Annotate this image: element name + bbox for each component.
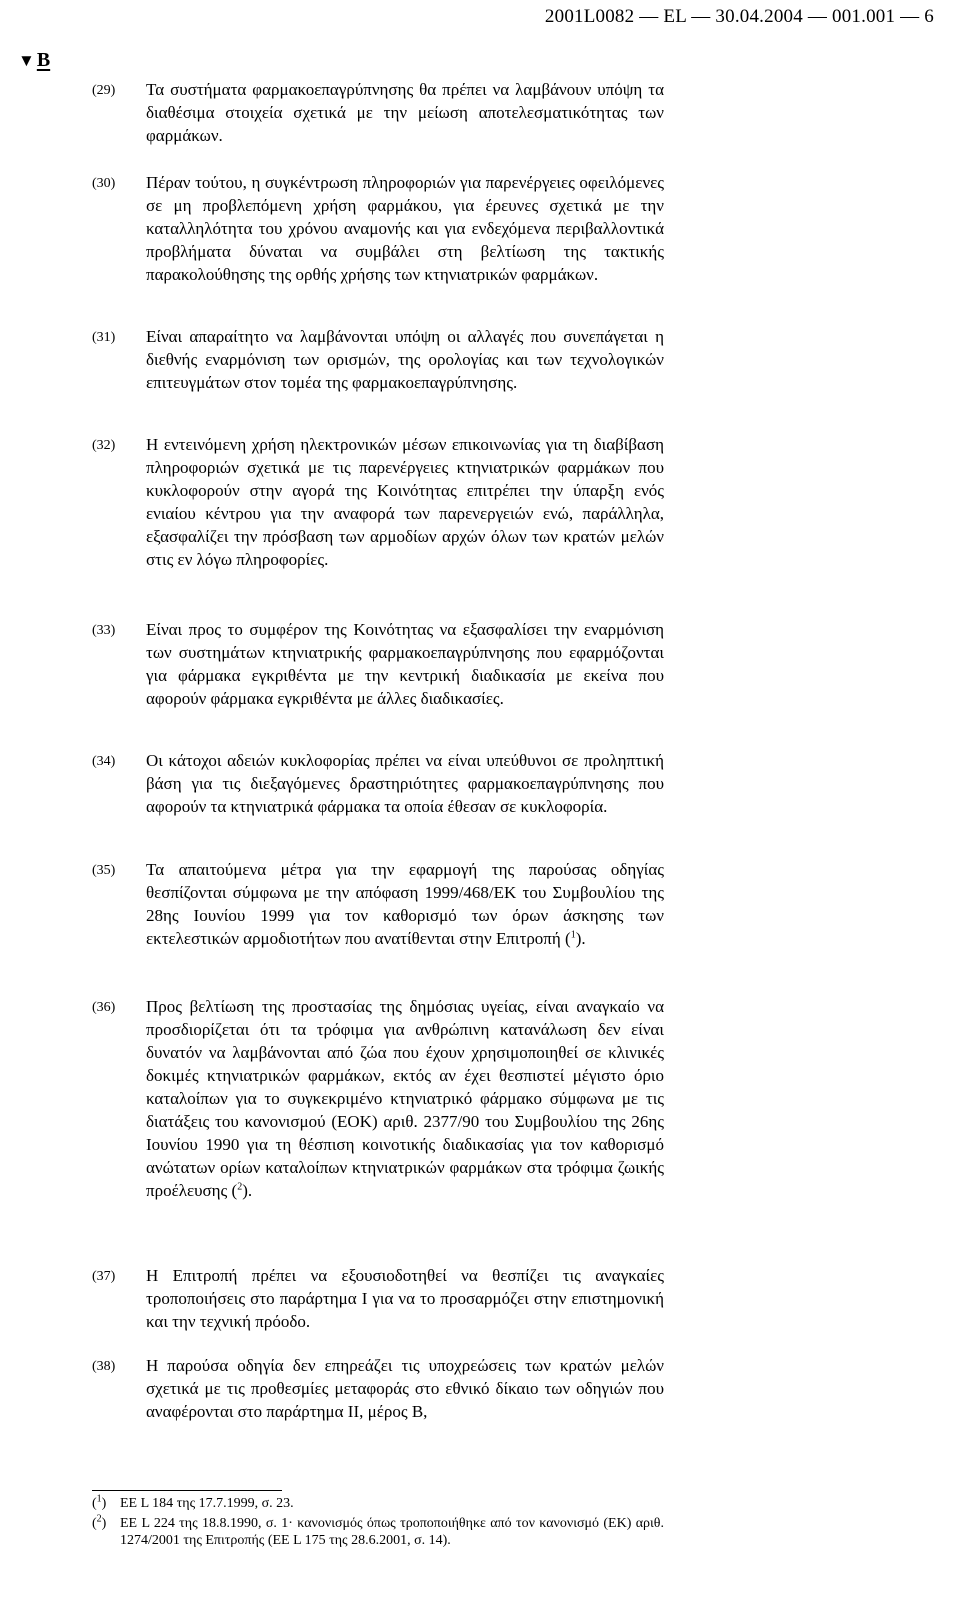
recital-number: (35) [92, 863, 116, 878]
footnote-1 [92, 1495, 672, 1512]
recital-text: Η παρούσα οδηγία δεν επηρεάζει τις υποχρεώσεις των κρατών μελών σχετικά με τις προθεσμίες μεταφοράς στο εθνικό δίκαιο των οδηγιών που αναφέρονται στο παράρτημα II, μέρος Β, [146, 1356, 664, 1421]
footnote-number: ($^2$) [92, 1513, 107, 1531]
version-marker [18, 49, 50, 72]
recital-text: Είναι προς το συμφέρον της Κοινότητας να εξασφαλίσει την εναρμόνιση των συστημάτων κτηνιατρικής φαρμακοεπαγρύπνησης που εφαρμόζονται για φάρμακα εγκριθέντα με την κεντρική διαδικασία με εκείνα που αφορούν φάρμακα εγκριθέντα με άλλες διαδικασίες. [146, 620, 664, 708]
recital-29 [92, 78, 932, 147]
recital-number: (34) [92, 754, 116, 769]
footnote-number: ($^1$) [92, 1493, 107, 1511]
footnote-text: ΕΕ L 184 της 17.7.1999, σ. 23. [120, 1496, 294, 1511]
recital-text-tail: ). [575, 929, 586, 948]
recital-32 [92, 433, 932, 571]
recital-35 [92, 858, 932, 950]
recital-text-body: Προς βελτίωση της προστασίας της δημόσιας υγείας, είναι αναγκαίο να προσδιορίζεται ότι τα τρόφιμα για ανθρώπινη κατανάλωση δεν είναι δυνατόν να λαμβάνονται από ζώα που έχουν χρησιμοποιηθεί σε κλινικές δοκιμές κτηνιατρικών φαρμάκων, εκτός αν έχει θεσπιστεί μέγιστο όριο καταλοίπων για το συγκεκριμένο κτηνιατρικό φάρμακο σύμφωνα με τις διατάξεις του κανονισμού (ΕΟΚ) αριθ. 2377/90 του Συμβουλίου της 26ης Ιουνίου 1990 για τη θέσπιση κοινοτικής διαδικασίας για τον καθορισμό ανώτατων ορίων καταλοίπων κτηνιατρικών φαρμάκων στα τρόφιμα ζωικής προέλευσης ( [146, 997, 664, 1200]
footnote-number-value: 1 [96, 1493, 102, 1505]
recital-37 [92, 1264, 932, 1333]
recital-33 [92, 618, 932, 710]
footnote-number-value: 2 [96, 1513, 102, 1525]
recital-text-body: Τα απαιτούμενα μέτρα για την εφαρμογή της παρούσας οδηγίας θεσπίζονται σύμφωνα με την απόφαση 1999/468/ΕΚ του Συμβουλίου της 28ης Ιουνίου 1999 για τον καθορισμό των όρων άσκησης των εκτελεστικών αρμοδιοτήτων που ανατίθενται στην Επιτροπή ( [146, 860, 664, 948]
recital-number: (29) [92, 83, 116, 98]
footnote-text: ΕΕ L 224 της 18.8.1990, σ. 1· κανονισμός όπως τροποποιήθηκε από τον κανονισμό (ΕΚ) αριθ. 1274/2001 της Επιτροπής (ΕΕ L 175 της 28.6.2001, σ. 14). [120, 1516, 664, 1548]
recital-38 [92, 1354, 932, 1423]
recital-text: Πέραν τούτου, η συγκέντρωση πληροφοριών για παρενέργειες οφειλόμενες σε μη προβλεπόμενη χρήση φαρμάκου, για έρευνες σχετικά με την καταλληλότητα του χρόνου αναμονής και για ενδεχόμενα περιβαλλοντικά προβλήματα δύναται να συμβάλει στη βελτίωση της τακτικής παρακολούθησης της ορθής χρήσης των κτηνιατρικών φαρμάκων. [146, 173, 664, 284]
recital-31 [92, 325, 932, 394]
recital-number: (33) [92, 623, 116, 638]
recital-text: Η εντεινόμενη χρήση ηλεκτρονικών μέσων επικοινωνίας για τη διαβίβαση πληροφοριών σχετικά με τις παρενέργειες κτηνιατρικών φαρμάκων που κυκλοφορούν στην αγορά της Κοινότητας επιτρέπει την ύπαρξη ενός ενιαίου κέντρου για την αναφορά των παρενεργειών ενώ, παράλληλα, εξασφαλίζει την πρόσβαση των αρμοδίων αρχών όλων των κρατών μελών στις εν λόγω πληροφορίες. [146, 435, 664, 569]
recital-text: Είναι απαραίτητο να λαμβάνονται υπόψη οι αλλαγές που συνεπάγεται η διεθνής εναρμόνιση των ορισμών, της ορολογίας και των τεχνολογικών επιτευγμάτων στον τομέα της φαρμακοεπαγρύπνησης. [146, 327, 664, 392]
recital-30 [92, 171, 932, 286]
footnote-separator [92, 1490, 282, 1491]
recital-number: (36) [92, 1000, 116, 1015]
footnote-ref[interactable]: 2 [237, 1181, 243, 1193]
footnote-2 [92, 1515, 672, 1549]
recital-number: (30) [92, 176, 116, 191]
recital-text: Τα συστήματα φαρμακοεπαγρύπνησης θα πρέπει να λαμβάνουν υπόψη τα διαθέσιμα στοιχεία σχετικά με την μείωση αποτελεσματικότητας των φαρμάκων. [146, 80, 664, 145]
footnote-ref[interactable]: 1 [570, 929, 576, 941]
recital-number: (37) [92, 1269, 116, 1284]
recital-34 [92, 749, 932, 818]
recital-36 [92, 995, 932, 1202]
recital-text [146, 995, 664, 1202]
document-header: 2001L0082 — EL — 30.04.2004 — 001.001 — 6 [544, 6, 934, 27]
recital-text [146, 858, 664, 950]
down-triangle-icon: ▼ [18, 51, 35, 70]
recital-number: (31) [92, 330, 116, 345]
recital-number: (32) [92, 438, 116, 453]
recital-text: Η Επιτροπή πρέπει να εξουσιοδοτηθεί να θεσπίζει τις αναγκαίες τροποποιήσεις στο παράρτημα I για να το προσαρμόζει στην επιστημονική και την τεχνική πρόοδο. [146, 1266, 664, 1331]
recital-number: (38) [92, 1359, 116, 1374]
version-marker-label: B [36, 49, 51, 71]
recital-text: Οι κάτοχοι αδειών κυκλοφορίας πρέπει να είναι υπεύθυνοι σε προληπτική βάση για τις διεξαγόμενες δραστηριότητες φαρμακοεπαγρύπνησης που αφορούν τα κτηνιατρικά φάρμακα τα οποία έθεσαν σε κυκλοφορία. [146, 751, 664, 816]
recital-text-tail: ). [242, 1181, 253, 1200]
